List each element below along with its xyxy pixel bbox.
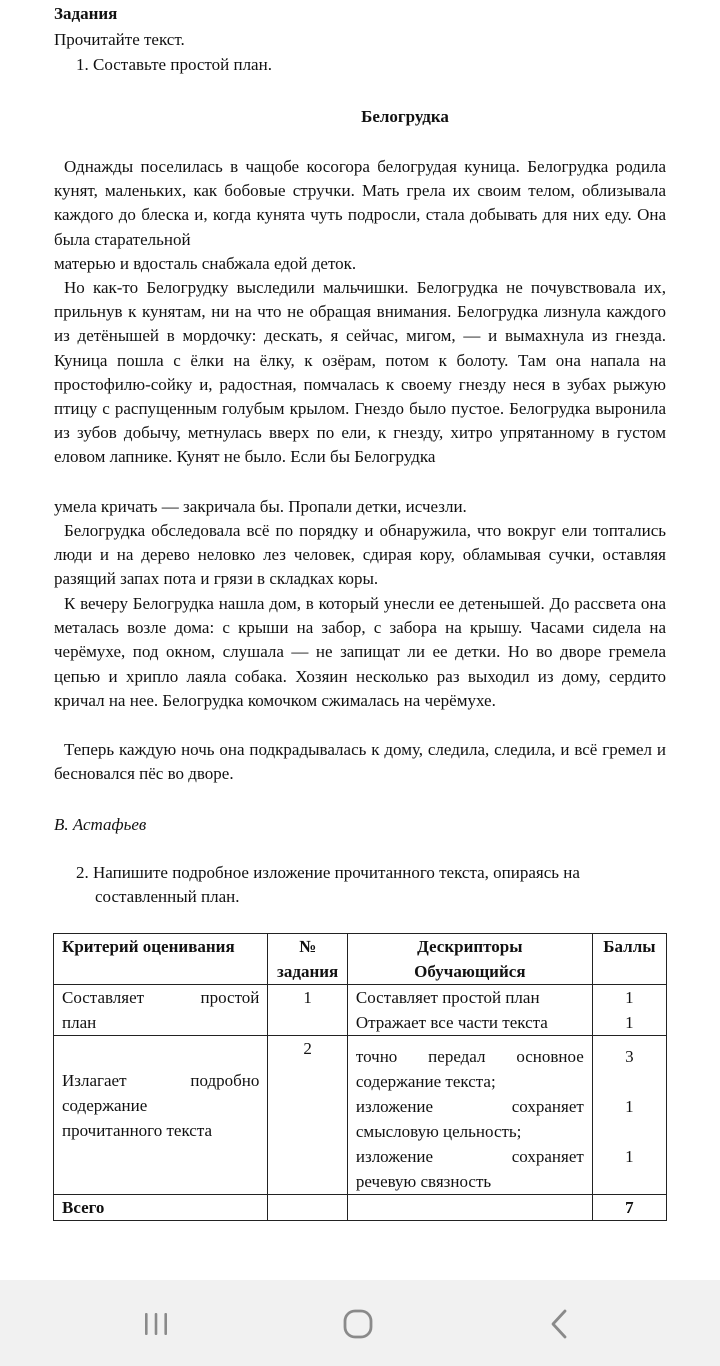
descriptor-cell	[347, 985, 592, 1036]
paragraph-4: К вечеру Белогрудка нашла дом, в который унесли ее детенышей. До рассвета она металась возле дома: с крыши на забор, с забора на крышу. Часами сидела на черёмухе, под окном, слушала — не запищат ли ее детки. Но во дворе гремела цепью и хрипло лаяла собака. Хозяин несколько раз выходил из дому, сердито кричал на нее. Белогрудка комочком сжималась на черёмухе.	[54, 594, 666, 710]
header-points: Баллы	[592, 934, 666, 985]
total-label: Всего	[54, 1195, 268, 1221]
total-points: 7	[592, 1195, 666, 1221]
descriptor-word: изложение	[355, 1097, 434, 1116]
points-cell	[592, 985, 666, 1036]
header-descriptors-line-2: Обучающийся	[414, 962, 526, 981]
header-number-symbol: №	[299, 937, 317, 956]
descriptor-word: сохраняет	[511, 1097, 584, 1116]
recent-apps-icon	[134, 1302, 178, 1346]
home-button[interactable]	[336, 1302, 380, 1346]
back-button[interactable]	[538, 1302, 582, 1346]
points-value: 1	[625, 1097, 634, 1116]
paragraph-2a: Но как-то Белогрудку выследили мальчишки. Белогрудка не почувствовала их, прильнув к кунятам, ни на что не обращая внимания. Белогрудка лизнула каждого из детёнышей в мордочку: дескать, я сейчас, мигом, — и вымахнула из гнезда. Куница пошла с ёлки на ёлку, к озёрам, потом к болоту. Там она напала на простофилю-сойку и, радостная, помчалась к своему гнезду неся в зубах рыжую птицу с распущенным голубым крылом. Гнездо было пустое. Белогрудка выронила из зубов добычу, метнулась вверх по ели, к гнезду, хитро упрятанному в густом еловом лапнике. Кунят не было. Если бы Белогрудка	[54, 278, 666, 467]
criterion-word: подробно	[190, 1071, 260, 1090]
points-value: 1	[625, 1013, 634, 1032]
descriptor-text: Отражает все части текста	[355, 1013, 548, 1032]
section-heading: Задания	[54, 4, 118, 23]
criterion-word: простой	[200, 988, 260, 1007]
descriptor-word: изложение	[355, 1147, 434, 1166]
descriptor-word: передал	[428, 1047, 486, 1066]
criterion-cell	[54, 1036, 268, 1195]
instruction-text: Прочитайте текст.	[54, 30, 185, 49]
back-icon	[538, 1302, 582, 1346]
paragraph-1a: Однажды поселилась в чащобе косогора белогрудая куница. Белогрудка родила кунят, маленьких, как бобовые стручки. Мать грела их своим телом, облизывала каждого до блеска и, когда кунята чуть подросли, стала добывать для них еду. Она была старательной	[54, 157, 666, 249]
points-value: 3	[625, 1047, 634, 1066]
header-task-number	[268, 934, 347, 985]
points-value: 1	[625, 988, 634, 1007]
header-descriptors-line-1: Дескрипторы	[417, 937, 523, 956]
paragraph-3: Белогрудка обследовала всё по порядку и обнаружила, что вокруг ели топтались люди и на дерево неловко лез человек, сдирая кору, обламывая сучки, оставляя разящий запах пота и грязи в складках коры.	[54, 521, 666, 589]
table-header-row	[54, 934, 667, 985]
criterion-word: Излагает	[62, 1071, 127, 1090]
descriptor-cell	[347, 1036, 592, 1195]
criterion-cell	[54, 985, 268, 1036]
descriptor-text: речевую связность	[355, 1172, 492, 1191]
paragraph-1b: матерью и вдосталь снабжала едой деток.	[54, 254, 357, 273]
task-number-cell: 2	[268, 1036, 347, 1195]
points-value: 1	[625, 1147, 634, 1166]
criterion-word: план	[62, 1013, 97, 1032]
descriptor-text: смысловую цельность;	[355, 1122, 522, 1141]
descriptor-word: основное	[516, 1047, 584, 1066]
story-title: Белогрудка	[361, 107, 449, 126]
table-total-row	[54, 1195, 667, 1221]
criterion-word: прочитанного текста	[62, 1121, 213, 1140]
table-row	[54, 1036, 667, 1195]
paragraph-5: Теперь каждую ночь она подкрадывалась к дому, следила, следила, и всё гремел и бесновался пёс во дворе.	[54, 740, 666, 784]
task-number-cell: 1	[268, 985, 347, 1036]
descriptor-word: точно	[355, 1047, 398, 1066]
task-1: 1. Составьте простой план.	[76, 55, 272, 74]
task-2-line-1: 2. Напишите подробное изложение прочитанного текста, опираясь на	[76, 863, 580, 882]
home-icon	[336, 1302, 380, 1346]
task-2-line-2: составленный план.	[95, 887, 240, 906]
descriptor-word: сохраняет	[511, 1147, 584, 1166]
descriptor-text: содержание текста;	[355, 1072, 496, 1091]
header-criterion: Критерий оценивания	[54, 934, 268, 985]
recent-apps-button[interactable]	[134, 1302, 178, 1346]
author: В. Астафьев	[54, 815, 147, 834]
table-row	[54, 985, 667, 1036]
paragraph-2b: умела кричать — закричала бы. Пропали детки, исчезли.	[54, 497, 467, 516]
points-cell	[592, 1036, 666, 1195]
navigation-bar	[0, 1280, 720, 1366]
header-descriptors	[347, 934, 592, 985]
assessment-table	[53, 933, 667, 1221]
criterion-word: Составляет	[62, 988, 145, 1007]
descriptor-text: Составляет простой план	[355, 988, 540, 1007]
header-number-word: задания	[277, 962, 339, 981]
criterion-word: содержание	[62, 1096, 148, 1115]
